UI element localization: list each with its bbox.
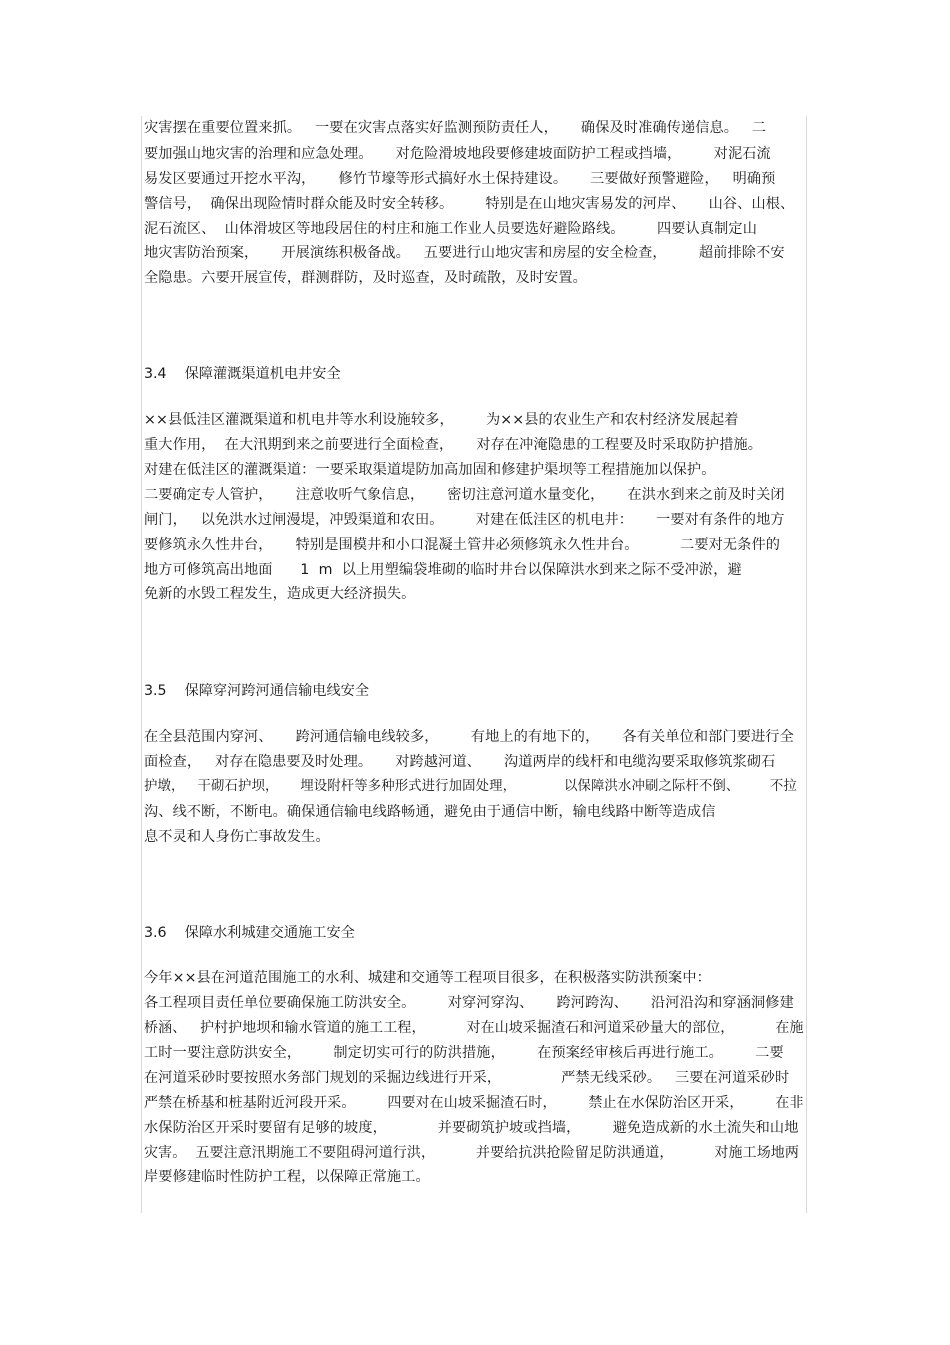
page-border-left: [141, 116, 142, 1213]
paragraph-line: 泥石流区、 山体滑坡区等地段居住的村庄和施工作业人员要选好避险路线。 四要认真制定山: [144, 221, 757, 237]
paragraph-line: ××县低洼区灌溉渠道和机电井等水利设施较多， 为××县的农业生产和农村经济发展起着: [144, 412, 739, 428]
section-heading: 3.5 保障穿河跨河通信输电线安全: [144, 683, 370, 699]
paragraph-line: 对建在低洼区的灌溉渠道：一要采取渠道堤防加高加固和修建护渠坝等工程措施加以保护。: [144, 462, 716, 478]
section-heading: 3.6 保障水利城建交通施工安全: [144, 925, 355, 941]
paragraph-line: 桥涵、 护村护地坝和输水管道的施工工程， 对在山坡采掘渣石和河道采砂量大的部位， 在施: [144, 1020, 804, 1036]
paragraph-line: 要修筑永久性井台， 特别是围模井和小口混凝土管井必须修筑永久性井台。 二要对无条件的: [144, 537, 781, 553]
paragraph-line: 地灾害防治预案， 开展演练积极备战。 五要进行山地灾害和房屋的安全检查， 超前排除不安: [144, 245, 785, 261]
paragraph-line: 面检查， 对存在隐患要及时处理。 对跨越河道、 沟道两岸的线杆和电缆沟要采取修筑浆砌石: [144, 754, 776, 770]
page-border-right: [806, 116, 807, 1213]
paragraph-line: 在全县范围内穿河、 跨河通信输电线较多， 有地上的有地下的， 各有关单位和部门要进行全: [144, 729, 794, 745]
paragraph-line: 全隐患。六要开展宣传，群测群防，及时巡查，及时疏散，及时安置。: [144, 270, 587, 286]
paragraph-line: 水保防治区开采时要留有足够的坡度， 并要砌筑护坡或挡墙， 避免造成新的水土流失和山地: [144, 1120, 799, 1136]
paragraph-line: 免新的水毁工程发生，造成更大经济损失。: [144, 586, 416, 602]
paragraph-line: 易发区要通过开挖水平沟， 修竹节壕等形式搞好水土保持建设。 三要做好预警避险， 明确预: [144, 171, 776, 187]
paragraph-line: 警信号， 确保出现险情时群众能及时安全转移。 特别是在山地灾害易发的河岸、 山谷、山根、: [144, 196, 795, 212]
paragraph-line: 闸门， 以免洪水过闸漫堤，冲毁渠道和农田。 对建在低洼区的机电井： 一要对有条件的地方: [144, 512, 785, 528]
paragraph-line: 在河道采砂时要按照水务部门规划的采掘边线进行开采， 严禁无线采砂。 三要在河道采砂时: [144, 1070, 790, 1086]
paragraph-line: 各工程项目责任单位要确保施工防洪安全。 对穿河穿沟、 跨河跨沟、 沿河沿沟和穿涵洞修建: [144, 995, 794, 1011]
paragraph-line: 息不灵和人身伤亡事故发生。: [144, 829, 330, 845]
paragraph-line: 严禁在桥基和桩基附近河段开采。 四要对在山坡采掘渣石时， 禁止在水保防治区开采， 在非: [144, 1095, 804, 1111]
paragraph-line: 沟、线不断，不断电。确保通信输电线路畅通，避免由于通信中断，输电线路中断等造成信: [144, 804, 716, 820]
paragraph-line: 护墩， 干砌石护坝， 埋设附杆等多种形式进行加固处理， 以保障洪水冲刷之际杆不倒、 不拉: [144, 779, 797, 794]
paragraph-line: 二要确定专人管护， 注意收听气象信息， 密切注意河道水量变化， 在洪水到来之前及时关闭: [144, 487, 785, 503]
paragraph-line: 要加强山地灾害的治理和应急处理。 对危险滑坡地段要修建坡面防护工程或挡墙， 对泥石流: [144, 146, 771, 162]
section-heading: 3.4 保障灌溉渠道机电井安全: [144, 366, 341, 382]
paragraph-line: 灾害。 五要注意汛期施工不要阻碍河道行洪， 并要给抗洪抢险留足防洪通道， 对施工场地两: [144, 1145, 800, 1161]
paragraph-line: 岸要修建临时性防护工程，以保障正常施工。: [144, 1169, 430, 1185]
paragraph-line: 灾害摆在重要位置来抓。 一要在灾害点落实好监测预防责任人， 确保及时准确传递信息。 二: [144, 120, 767, 136]
paragraph-line: 工时一要注意防洪安全， 制定切实可行的防洪措施， 在预案经审核后再进行施工。 二要: [144, 1045, 784, 1061]
paragraph-line: 重大作用， 在大汛期到来之前要进行全面检查， 对存在冲淹隐患的工程要及时采取防护措施。: [144, 437, 763, 453]
paragraph-line: 地方可修筑高出地面 1 m 以上用塑编袋堆砌的临时井台以保障洪水到来之际不受冲淤，避: [144, 562, 742, 578]
paragraph-line: 今年××县在河道范围施工的水利、城建和交通等工程项目很多，在积极落实防洪预案中：: [144, 970, 711, 986]
